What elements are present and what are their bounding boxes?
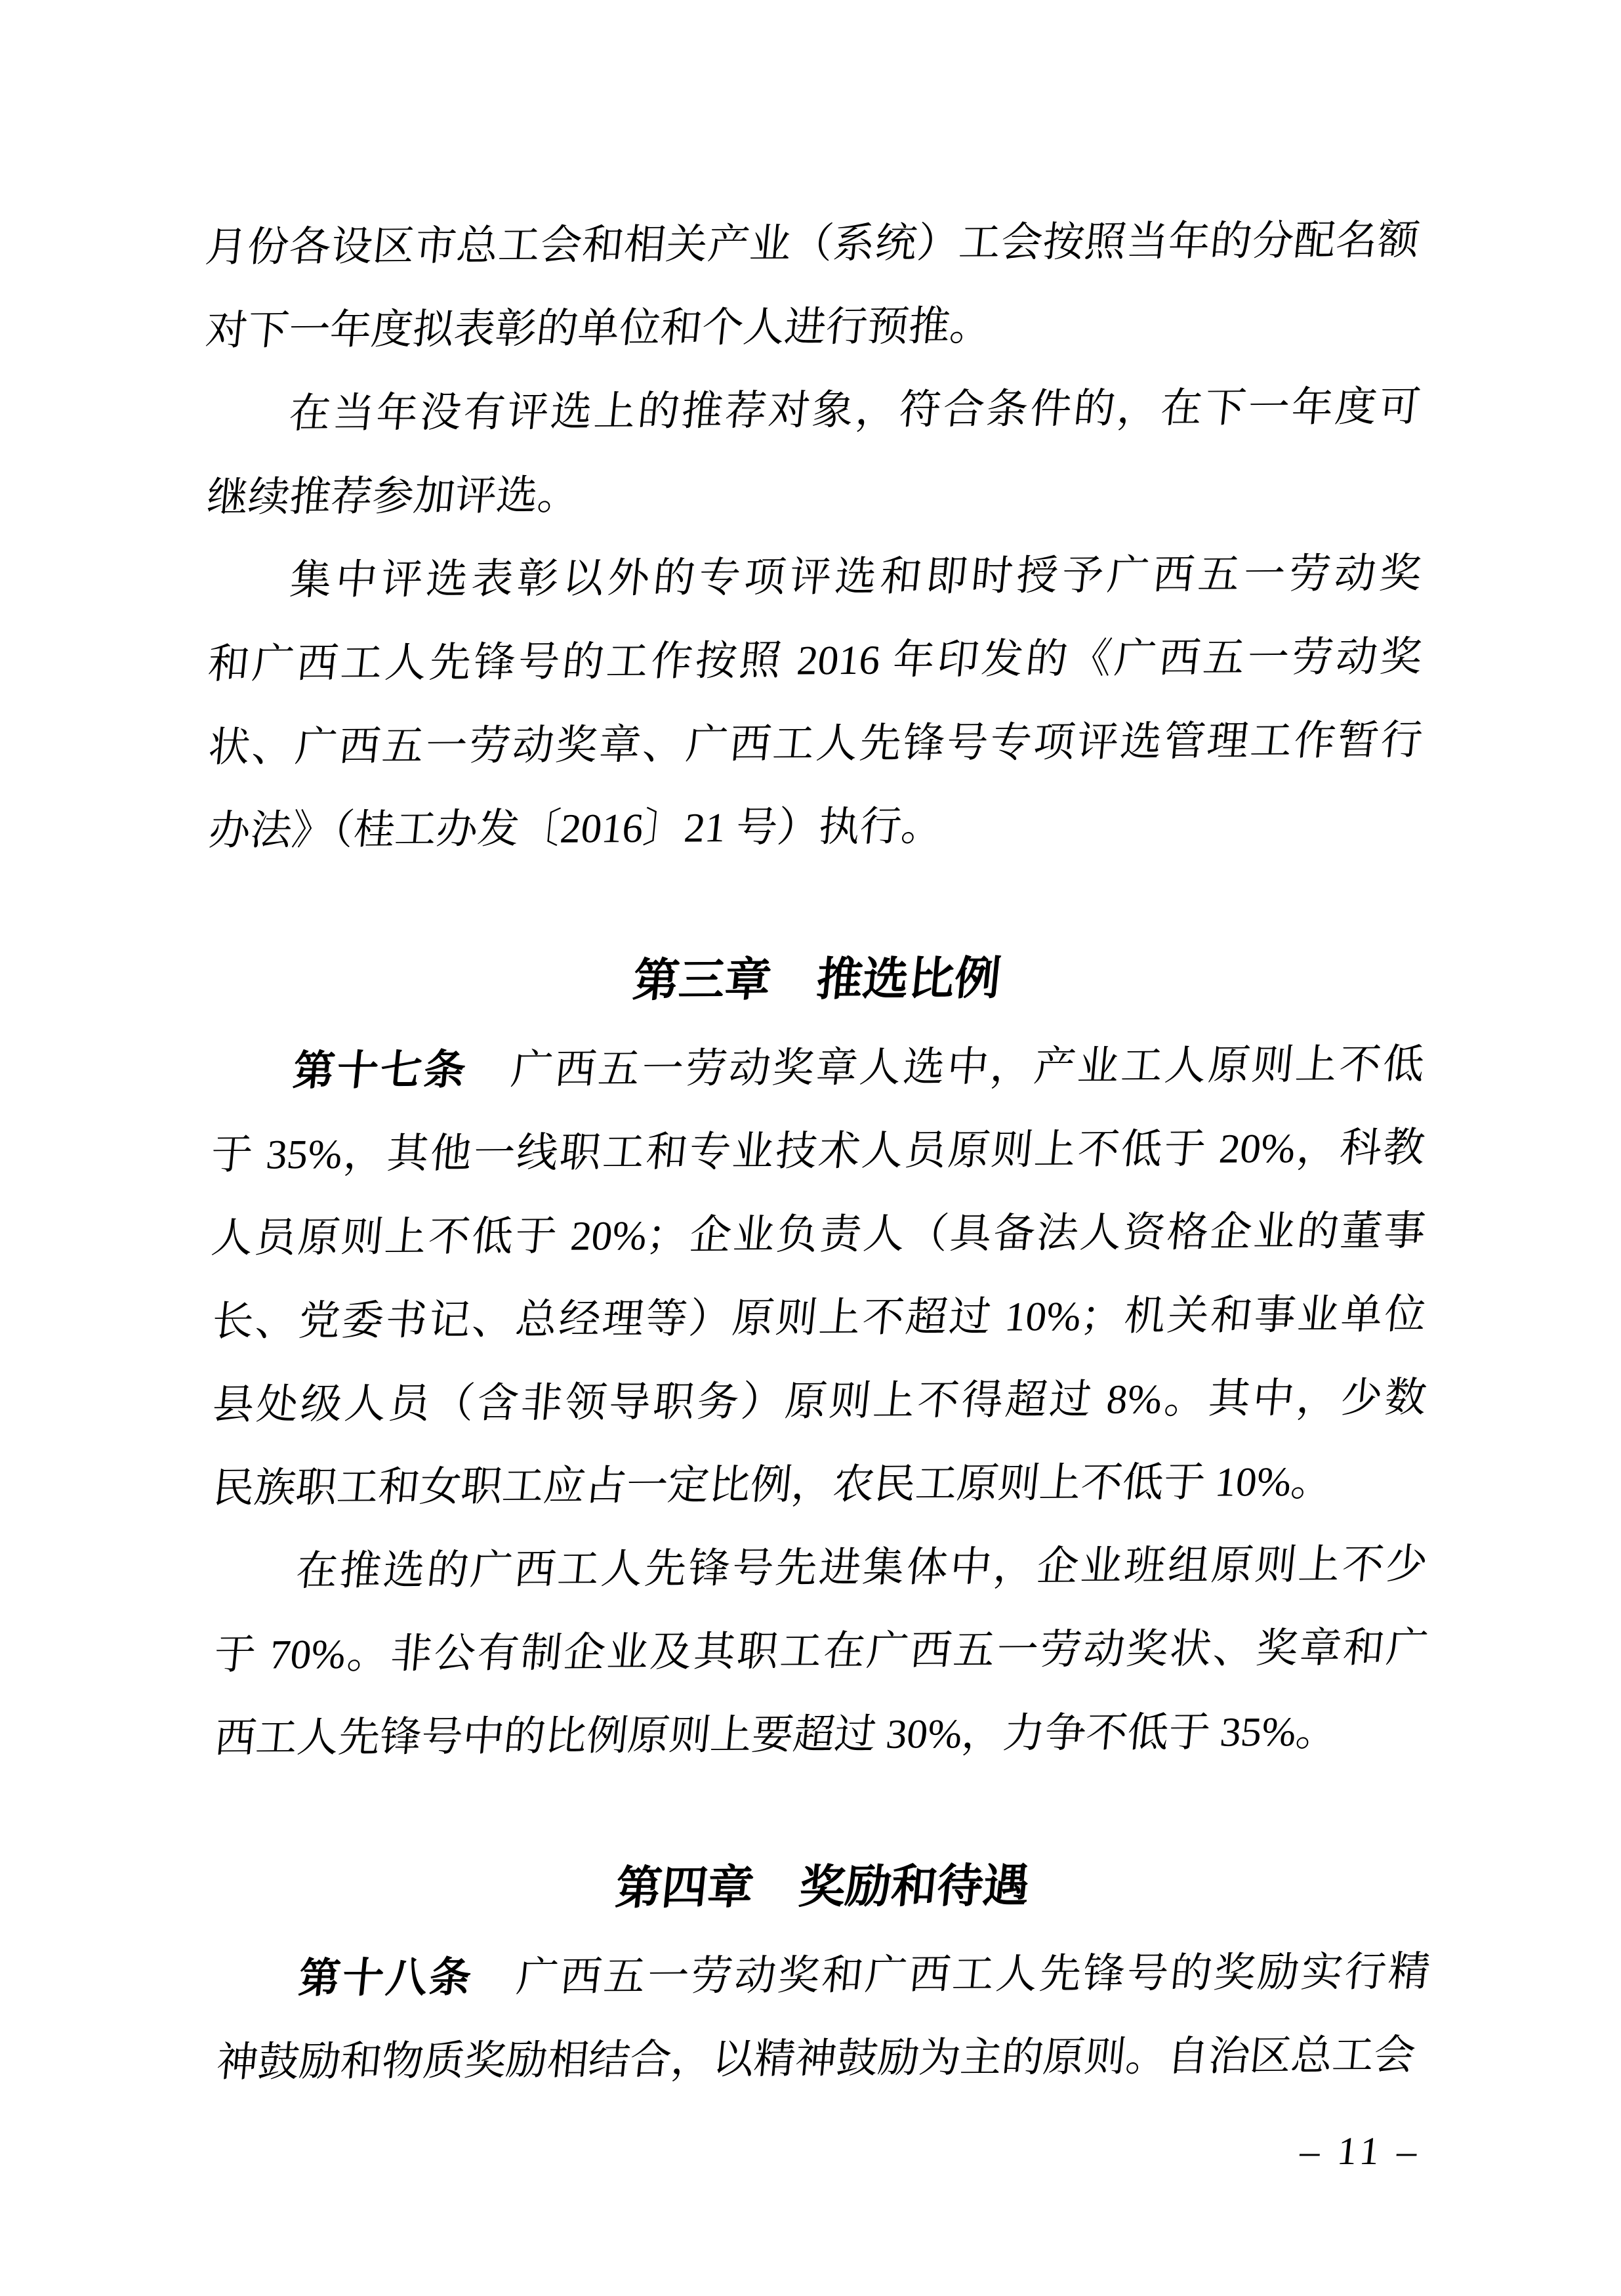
text-line: 月份各设区市总工会和相关产业（系统）工会按照当年的分配名额 [203,217,1422,271]
paragraph [216,1931,1431,2104]
text-line: 继续推荐参加评选。 [205,472,582,521]
text-line: 县处级人员（含非领导职务）原则上不得超过 8%。其中，少数 [210,1374,1429,1428]
text-line: 和广西工人先锋号的工作按照 2016 年印发的《广西五一劳动奖 [205,633,1424,688]
paragraph [205,199,1420,373]
text-line: 对下一年度拟表彰的单位和个人进行预推。 [203,303,994,354]
text-line: 状、广西五一劳动奖章、广西工人先锋号专项评选管理工作暂行 [206,717,1425,771]
document-body [205,199,1431,2104]
page-number: – 11 – [1298,2129,1424,2173]
chapter-heading [210,934,1424,1025]
text-line: 在当年没有评选上的推荐对象，符合条件的，在下一年度可 [287,383,1423,437]
text-line: 第十七条 广西五一劳动奖章人选中，产业工人原则上不低 [291,1041,1427,1095]
text-line: 于 35%，其他一线职工和专业技术人员原则上不低于 20%，科教 [209,1124,1427,1178]
paragraph [207,532,1423,873]
text-line: 于 70%。非公有制企业及其职工在广西五一劳动奖状、奖章和广 [212,1624,1430,1678]
text-line: 长、党委书记、总经理等）原则上不超过 10%；机关和事业单位 [209,1291,1428,1345]
text-line: 人员原则上不低于 20%；企业负责人（具备法人资格企业的董事 [209,1207,1428,1261]
paragraph [213,1523,1428,1780]
paragraph [211,1023,1427,1530]
text-line: 办法》（桂工办发〔2016〕21 号）执行。 [207,803,945,854]
text-line: 在推选的广西工人先锋号先进集体中，企业班组原则上不少 [294,1541,1430,1595]
text-line: 集中评选表彰以外的专项评选和即时授予广西五一劳动奖 [288,550,1424,604]
chapter-heading [215,1842,1429,1932]
text-line: 民族职工和女职工应占一定比例，农民工原则上不低于 10%。 [211,1458,1335,1511]
text-line: 西工人先锋号中的比例原则上要超过 30%，力争不低于 35%。 [212,1708,1340,1761]
article-number: 第十七条 [291,1047,470,1095]
text-line: 第十八条 广西五一劳动奖和广西工人先锋号的奖励实行精 [297,1948,1433,2002]
paragraph [207,365,1422,539]
heading-line: 第四章 奖励和待遇 [613,1860,1032,1914]
heading-line: 第三章 推选比例 [630,952,1004,1007]
article-number: 第十八条 [297,1954,476,2002]
text-line: 神鼓励和物质奖励相结合，以精神鼓励为主的原则。自治区总工会 [214,2032,1418,2085]
